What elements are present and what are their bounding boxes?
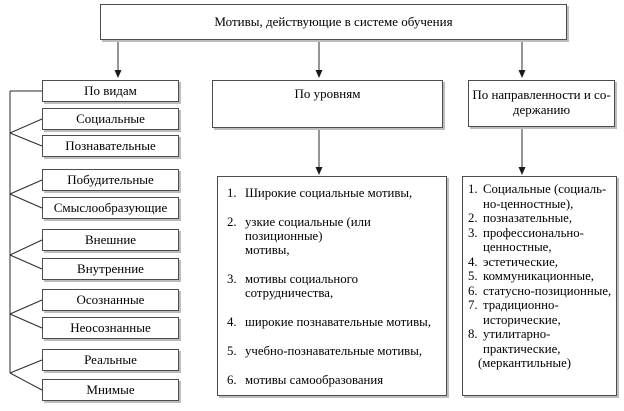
bracket-diagonal — [10, 194, 42, 208]
by-type-item: Социальные — [42, 108, 179, 130]
arrowhead-icon — [519, 70, 526, 78]
list-item — [227, 315, 442, 329]
item-number: 8. — [468, 327, 478, 341]
by-type-item: Смыслообразующие — [42, 197, 179, 219]
item-line: традиционно- — [483, 298, 559, 312]
list-item — [227, 186, 442, 200]
bracket-diagonal — [10, 119, 42, 133]
bracket-diagonal — [10, 373, 42, 390]
item-number: 1. — [227, 186, 237, 200]
item-line: широкие познавательные мотивы, — [245, 315, 431, 329]
item-number: 6. — [468, 283, 478, 298]
header-line: держанию — [512, 102, 571, 117]
list-item — [468, 284, 614, 299]
bracket-diagonal — [10, 314, 42, 328]
item-number: 3. — [227, 272, 237, 286]
item-line: практические, — [483, 341, 561, 356]
bracket-diagonal — [10, 240, 42, 255]
item-line: исторические, — [483, 312, 561, 327]
list-item — [468, 255, 614, 270]
by-direction-header — [468, 80, 615, 127]
item-number: 7. — [468, 298, 478, 312]
by-type-item: Побудительные — [42, 169, 179, 191]
list-item — [227, 373, 442, 387]
arrowhead-icon — [316, 167, 323, 175]
list-item — [227, 344, 442, 358]
arrowhead-icon — [115, 70, 122, 78]
item-number: 3. — [468, 225, 478, 240]
item-number: 6. — [227, 373, 237, 387]
item-number: 5. — [227, 344, 237, 358]
item-number: 4. — [227, 315, 237, 329]
list-item — [468, 298, 614, 327]
list-item — [227, 272, 442, 300]
item-number: 5. — [468, 269, 478, 283]
bracket-diagonal — [10, 360, 42, 373]
item-line: эстетические, — [483, 254, 558, 269]
by-type-item: Внешние — [42, 229, 179, 251]
list-item — [468, 327, 614, 371]
item-line: ценностные, — [483, 240, 552, 254]
by-type-header: По видам — [42, 80, 179, 102]
list-item — [227, 215, 442, 257]
list-item — [468, 269, 614, 284]
by-level-header: По уровням — [212, 80, 443, 128]
item-number: 2. — [227, 215, 237, 229]
item-line: мотивы социального сотрудничества, — [245, 272, 358, 300]
item-line: Широкие социальные мотивы, — [245, 186, 413, 200]
item-line: (меркантильные) — [478, 356, 572, 370]
list-item — [468, 182, 614, 211]
item-number: 1. — [468, 182, 478, 196]
bracket-diagonal — [10, 300, 42, 314]
list-item — [468, 211, 614, 226]
bracket-diagonal — [10, 255, 42, 269]
by-type-item: Познавательные — [42, 135, 179, 157]
by-type-item: Неосознанные — [42, 317, 179, 339]
bracket-diagonal — [10, 133, 42, 146]
by-type-item: Внутренние — [42, 258, 179, 280]
by-type-item: Осознанные — [42, 289, 179, 311]
arrowhead-icon — [316, 70, 323, 78]
bracket-diagonal — [10, 180, 42, 194]
title-box: Мотивы, действующие в системе обучения — [100, 4, 567, 40]
item-line: узкие социальные (или позиционные) — [245, 215, 371, 243]
item-line: Социальные (социаль- — [483, 182, 607, 196]
by-direction-list — [462, 176, 617, 396]
arrowhead-icon — [519, 167, 526, 175]
item-line: позназательные, — [483, 211, 573, 225]
item-line: профессионально- — [483, 225, 584, 240]
by-type-item: Мнимые — [42, 379, 179, 401]
item-line: мотивы самообразования — [245, 373, 384, 387]
header-line: По направленности и со- — [472, 87, 611, 102]
by-type-item: Реальные — [42, 349, 179, 371]
item-line: учебно-познавательные мотивы, — [245, 344, 423, 358]
list-item — [468, 226, 614, 255]
item-line: коммуникационные, — [483, 269, 594, 283]
item-line: статусно-позиционные, — [483, 283, 612, 298]
item-number: 2. — [468, 211, 478, 225]
by-level-list — [217, 176, 447, 396]
item-number: 4. — [468, 254, 478, 269]
item-line: утилитарно- — [483, 327, 551, 341]
item-line: но-ценностные), — [483, 196, 574, 211]
item-line: мотивы, — [245, 243, 290, 257]
